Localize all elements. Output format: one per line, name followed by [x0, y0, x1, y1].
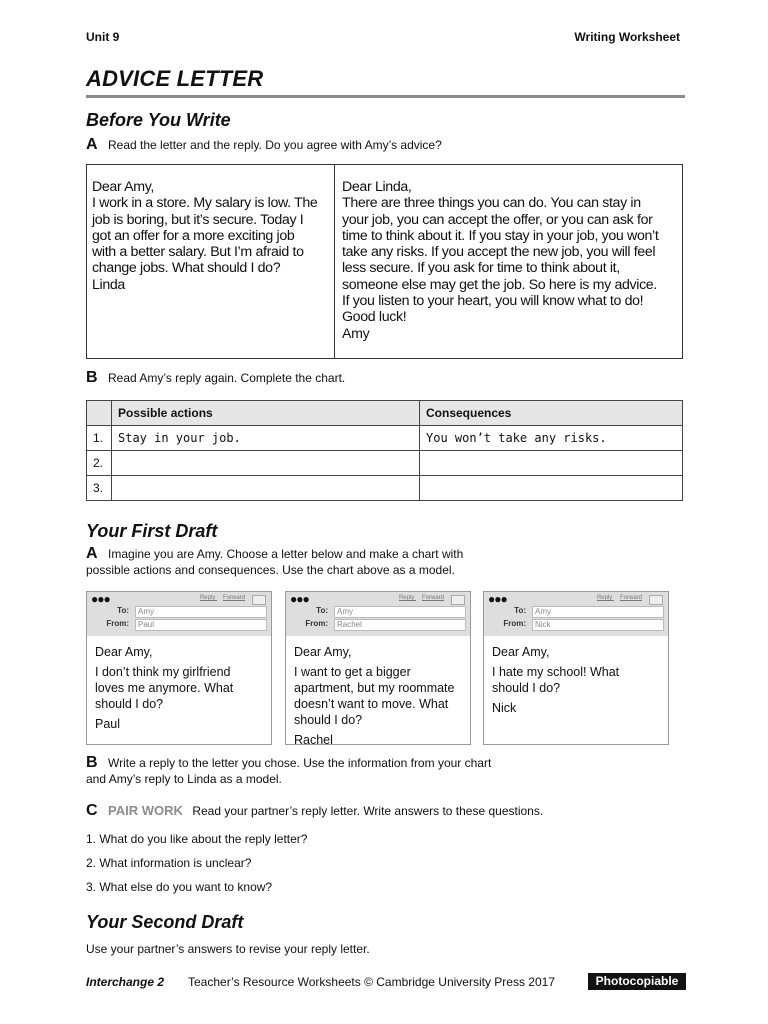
email-line: apartment, but my roommate: [294, 681, 455, 695]
footer-credit: Teacher’s Resource Worksheets © Cambridge University Press 2017: [188, 975, 555, 989]
reply-line: someone else may get the job. So here is my advice.: [342, 276, 657, 293]
first-draft-b-text-1: Write a reply to the letter you chose. Use the information from your chart: [108, 756, 492, 770]
email-body: [294, 644, 466, 748]
letter-line: job is boring, but it’s secure. Today I: [92, 211, 304, 228]
pair-work-label: PAIR WORK: [108, 803, 183, 818]
reply-link[interactable]: Reply: [199, 595, 216, 601]
chart-header-row: [87, 401, 683, 426]
consequence-cell[interactable]: [420, 451, 683, 476]
forward-link[interactable]: Forward: [222, 595, 245, 601]
row-number: 1.: [87, 426, 112, 451]
window-dots-icon: ●●●: [290, 592, 309, 606]
to-row: [89, 606, 132, 615]
from-row: [89, 619, 132, 628]
before-b-instruction: [86, 369, 345, 387]
email-line: I want to get a bigger: [294, 665, 411, 679]
action-cell[interactable]: [112, 476, 420, 501]
from-label: From:: [503, 619, 526, 628]
before-you-write-heading: Before You Write: [86, 110, 231, 130]
email-header: [286, 592, 470, 636]
to-field: Amy: [135, 606, 267, 618]
email-body: [492, 644, 664, 716]
email-line: should I do?: [95, 697, 164, 711]
step-letter-a: A: [86, 545, 98, 562]
linda-letter: [92, 179, 332, 293]
email-line: Dear Amy,: [95, 645, 153, 659]
from-field: Paul: [135, 619, 267, 631]
from-row: [486, 619, 529, 628]
email-line: doesn’t want to move. What: [294, 697, 449, 711]
to-row: [486, 606, 529, 615]
email-actions: [194, 595, 245, 601]
letter-line: got an offer for a more exciting job: [92, 227, 295, 244]
reply-line: your job, you can accept the offer, or you can ask for: [342, 211, 653, 228]
reply-line: less secure. If you ask for time to think about it,: [342, 260, 620, 277]
row-number: 3.: [87, 476, 112, 501]
to-field: Amy: [334, 606, 466, 618]
letter-line: I work in a store. My salary is low. The: [92, 195, 318, 212]
table-row: [87, 451, 683, 476]
step-letter-a: A: [86, 136, 98, 153]
email-header: [484, 592, 668, 636]
first-draft-a-instruction: [86, 546, 463, 578]
email-line: should I do?: [492, 681, 561, 695]
worksheet-type: Writing Worksheet: [574, 30, 680, 44]
email-actions: [591, 595, 642, 601]
question-2: 2. What information is unclear?: [86, 856, 252, 870]
email-signature: Nick: [492, 701, 517, 715]
email-line: loves me anymore. What: [95, 681, 234, 695]
first-draft-c-instruction: [86, 802, 543, 820]
envelope-icon: [649, 595, 663, 605]
letters-divider: [334, 164, 335, 359]
letter-signature: Linda: [92, 276, 125, 293]
consequence-cell[interactable]: You won’t take any risks.: [420, 426, 683, 451]
table-row: [87, 476, 683, 501]
from-row: [288, 619, 331, 628]
letter-line: with a better salary. But I’m afraid to: [92, 244, 304, 261]
letter-line: Dear Amy,: [92, 179, 155, 195]
page-title: ADVICE LETTER: [86, 66, 264, 91]
letter-line: change jobs. What should I do?: [92, 260, 281, 277]
to-label: To:: [514, 606, 526, 615]
title-rule: [86, 95, 685, 98]
step-letter-b: B: [86, 369, 98, 386]
unit-label: Unit 9: [86, 30, 120, 44]
step-letter-c: C: [86, 802, 98, 819]
action-cell[interactable]: Stay in your job.: [112, 426, 420, 451]
forward-link[interactable]: Forward: [421, 595, 444, 601]
before-b-text: Read Amy’s reply again. Complete the chart.: [108, 371, 346, 385]
question-1: 1. What do you like about the reply letter?: [86, 832, 308, 846]
reply-link[interactable]: Reply: [596, 595, 613, 601]
from-label: From:: [305, 619, 328, 628]
from-label: From:: [106, 619, 129, 628]
footer-book: Interchange 2: [86, 975, 165, 989]
row-number: 2.: [87, 451, 112, 476]
window-dots-icon: ●●●: [91, 592, 110, 606]
reply-signature: Amy: [342, 325, 370, 342]
before-a-text: Read the letter and the reply. Do you agree with Amy’s advice?: [108, 138, 442, 152]
reply-line: If you listen to your heart, you will know what to do!: [342, 293, 644, 310]
envelope-icon: [252, 595, 266, 605]
from-field: Rachel: [334, 619, 466, 631]
first-draft-a-text-1: Imagine you are Amy. Choose a letter below and make a chart with: [108, 547, 464, 561]
email-card-nick[interactable]: [483, 591, 669, 745]
to-row: [288, 606, 331, 615]
reply-line: time to think about it. If you stay in your job, you won’t: [342, 227, 659, 244]
amy-reply: [342, 179, 678, 342]
email-signature: Paul: [95, 717, 121, 731]
email-line: Dear Amy,: [294, 645, 352, 659]
chart-num-header: [87, 401, 112, 426]
email-signature: Rachel: [294, 733, 333, 747]
second-draft-text: Use your partner’s answers to revise your reply letter.: [86, 942, 370, 956]
email-header: [87, 592, 271, 636]
first-draft-a-text-2: possible actions and consequences. Use the chart above as a model.: [86, 563, 455, 577]
reply-line: Dear Linda,: [342, 179, 412, 195]
chart-header-actions: Possible actions: [112, 401, 420, 426]
to-field: Amy: [532, 606, 664, 618]
email-line: I hate my school! What: [492, 665, 620, 679]
first-draft-b-text-2: and Amy’s reply to Linda as a model.: [86, 772, 282, 786]
email-body: [95, 644, 267, 732]
email-line: I don’t think my girlfriend: [95, 665, 231, 679]
table-row: [87, 426, 683, 451]
to-label: To:: [117, 606, 129, 615]
email-actions: [393, 595, 444, 601]
second-draft-heading: Your Second Draft: [86, 912, 244, 932]
reply-link[interactable]: Reply: [398, 595, 415, 601]
consequence-cell[interactable]: [420, 476, 683, 501]
before-a-instruction: [86, 136, 442, 154]
to-label: To:: [316, 606, 328, 615]
step-letter-b: B: [86, 754, 98, 771]
email-card-paul[interactable]: [86, 591, 272, 745]
email-line: Dear Amy,: [492, 645, 550, 659]
window-dots-icon: ●●●: [488, 592, 507, 606]
envelope-icon: [451, 595, 465, 605]
question-3: 3. What else do you want to know?: [86, 880, 273, 894]
chart-header-consequences: Consequences: [420, 401, 683, 426]
email-card-rachel[interactable]: [285, 591, 471, 745]
email-line: should I do?: [294, 713, 363, 727]
reply-line: Good luck!: [342, 309, 407, 326]
from-field: Nick: [532, 619, 664, 631]
photocopiable-badge: Photocopiable: [588, 973, 686, 990]
actions-chart: [86, 400, 683, 501]
forward-link[interactable]: Forward: [619, 595, 642, 601]
reply-line: There are three things you can do. You can stay in: [342, 195, 641, 212]
first-draft-b-instruction: [86, 755, 491, 787]
reply-line: take any risks. If you accept the new job, you will feel: [342, 244, 656, 261]
action-cell[interactable]: [112, 451, 420, 476]
first-draft-c-text: Read your partner’s reply letter. Write answers to these questions.: [192, 804, 544, 818]
first-draft-heading: Your First Draft: [86, 521, 218, 541]
